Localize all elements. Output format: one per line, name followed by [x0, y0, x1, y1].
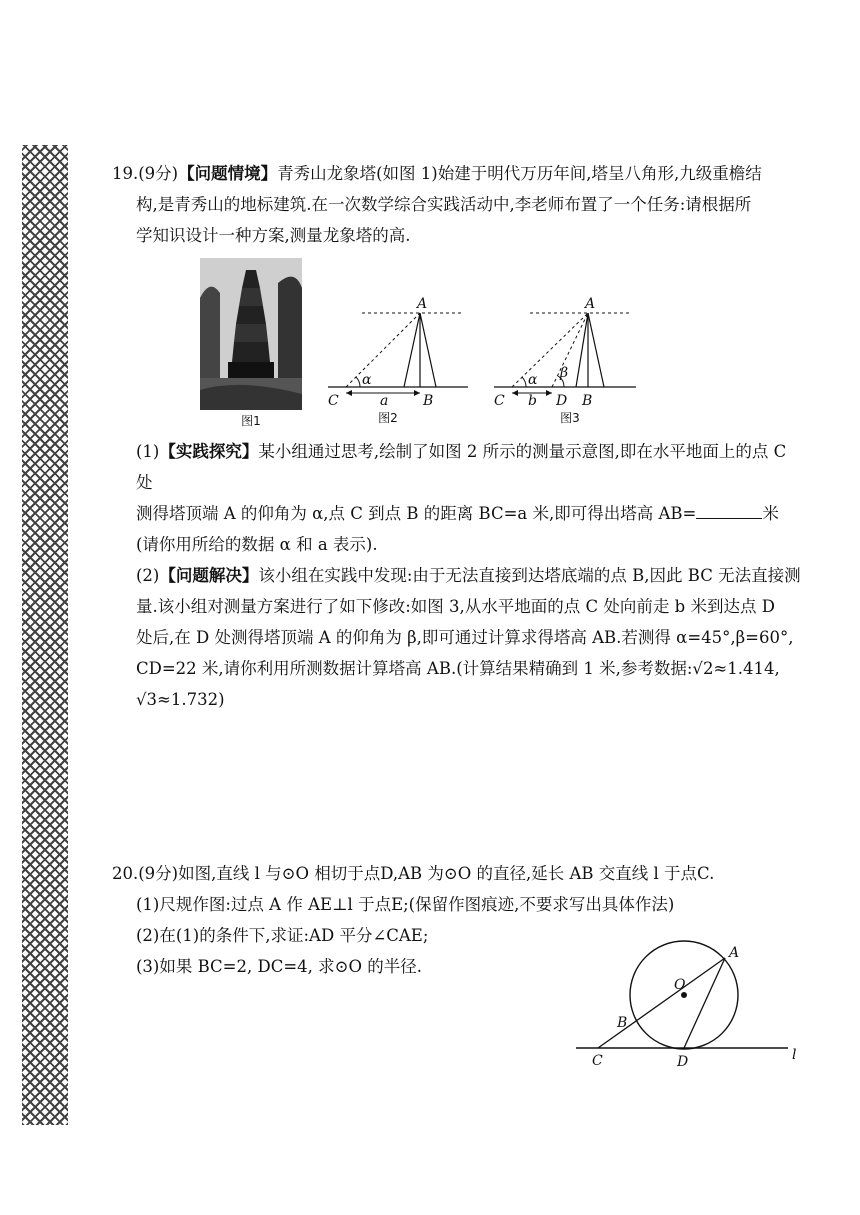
q19-parts [112, 436, 802, 715]
q19-line-2: 构,是青秀山的地标建筑.在一次数学综合实践活动中,李老师布置了一个任务:请根据所 [136, 195, 752, 214]
q19-part2-number: (2) [136, 566, 160, 585]
q19-part1-line-2 [112, 498, 802, 529]
q20-label-l: l [792, 1047, 797, 1063]
q19-part2-line-4: CD=22 米,请你利用所测数据计算塔高 AB.(计算结果精确到 1 米,参考数据:√2≈1.414, [136, 659, 780, 678]
fig3-label-D: D [556, 393, 568, 409]
answer-blank[interactable] [696, 504, 762, 519]
figure-1-caption-wrap [200, 410, 302, 432]
q19-tag: 【问题情境】 [178, 164, 278, 183]
fig3-label-B: B [582, 393, 593, 409]
q20-label-O: O [674, 977, 686, 993]
q20-circle-diagram [572, 935, 812, 1075]
q19-part1-line-1 [112, 436, 802, 498]
q20-label-D: D [677, 1054, 689, 1070]
q19-part2-line-5: √3≈1.732) [136, 690, 225, 709]
q19-part1-line-2a: 测得塔顶端 A 的仰角为 α,点 C 到点 B 的距离 BC=a 米,即可得出塔高 AB= [136, 504, 697, 523]
decorative-border [22, 145, 68, 1125]
q20-part-1: (1)尺规作图:过点 A 作 AE⊥l 于点E;(保留作图痕迹,不要求写出具体作法) [136, 895, 675, 914]
q19-text: 青秀山龙象塔(如图 1)始建于明代万历年间,塔呈八角形,九级重檐结 [277, 164, 762, 183]
q19-line-1 [112, 158, 802, 189]
figure-3-caption: 图3 [560, 411, 580, 425]
q19-part2-text: 该小组在实践中发现:由于无法直接到达塔底端的点 B,因此 BC 无法直接测 [258, 566, 801, 585]
q19-part1-tag: 【实践探究】 [159, 442, 259, 461]
q19-part2-tag: 【问题解决】 [159, 566, 259, 585]
q19-part1-number: (1) [136, 442, 160, 461]
q19-part2-line-3: 处后,在 D 处测得塔顶端 A 的仰角为 β,即可通过计算求得塔高 AB.若测得 α=45°,β=60°, [136, 628, 794, 647]
q19-part1-unit: 米 [762, 504, 779, 523]
question-19 [112, 158, 802, 251]
q19-part1-text: 某小组通过思考,绘制了如图 2 所示的测量示意图,即在水平地面上的点 C 处 [136, 442, 787, 492]
fig3-label-alpha: α [528, 372, 538, 388]
fig2-label-A: A [417, 296, 428, 312]
q20-label-A: A [729, 945, 740, 961]
q20-label-C: C [592, 1053, 603, 1069]
fig3-label-b: b [528, 393, 537, 409]
q19-line-3: 学知识设计一种方案,测量龙象塔的高. [136, 226, 411, 245]
q19-part1-line-3: (请你用所给的数据 α 和 a 表示). [136, 535, 378, 554]
fig3-label-beta: β [560, 365, 569, 381]
fig2-label-alpha: α [362, 372, 372, 388]
q20-part-2: (2)在(1)的条件下,求证:AD 平分∠CAE; [136, 926, 429, 945]
fig2-label-C: C [328, 393, 339, 409]
fig2-label-B: B [423, 393, 434, 409]
q20-part-3: (3)如果 BC=2, DC=4, 求⊙O 的半径. [136, 957, 422, 976]
figure-1-tower-photo [200, 258, 302, 410]
q19-part2-line-2: 量.该小组对测量方案进行了如下修改:如图 3,从水平地面的点 C 处向前走 b 米到达点 D [136, 597, 775, 616]
figure-2-caption: 图2 [378, 411, 398, 425]
q19-number: 19.(9分) [112, 164, 179, 183]
fig2-label-a: a [380, 393, 389, 409]
q20-label-B: B [617, 1015, 628, 1031]
q19-part2-line-1 [112, 560, 802, 591]
figure-3-diagram [490, 295, 640, 435]
q20-header: 20.(9分)如图,直线 l 与⊙O 相切于点D,AB 为⊙O 的直径,延长 AB 交直线 l 于点C. [112, 864, 715, 883]
fig3-label-A: A [585, 296, 596, 312]
fig3-label-C: C [494, 393, 505, 409]
figure-2-diagram [322, 295, 470, 435]
figure-1-caption: 图1 [241, 414, 261, 428]
